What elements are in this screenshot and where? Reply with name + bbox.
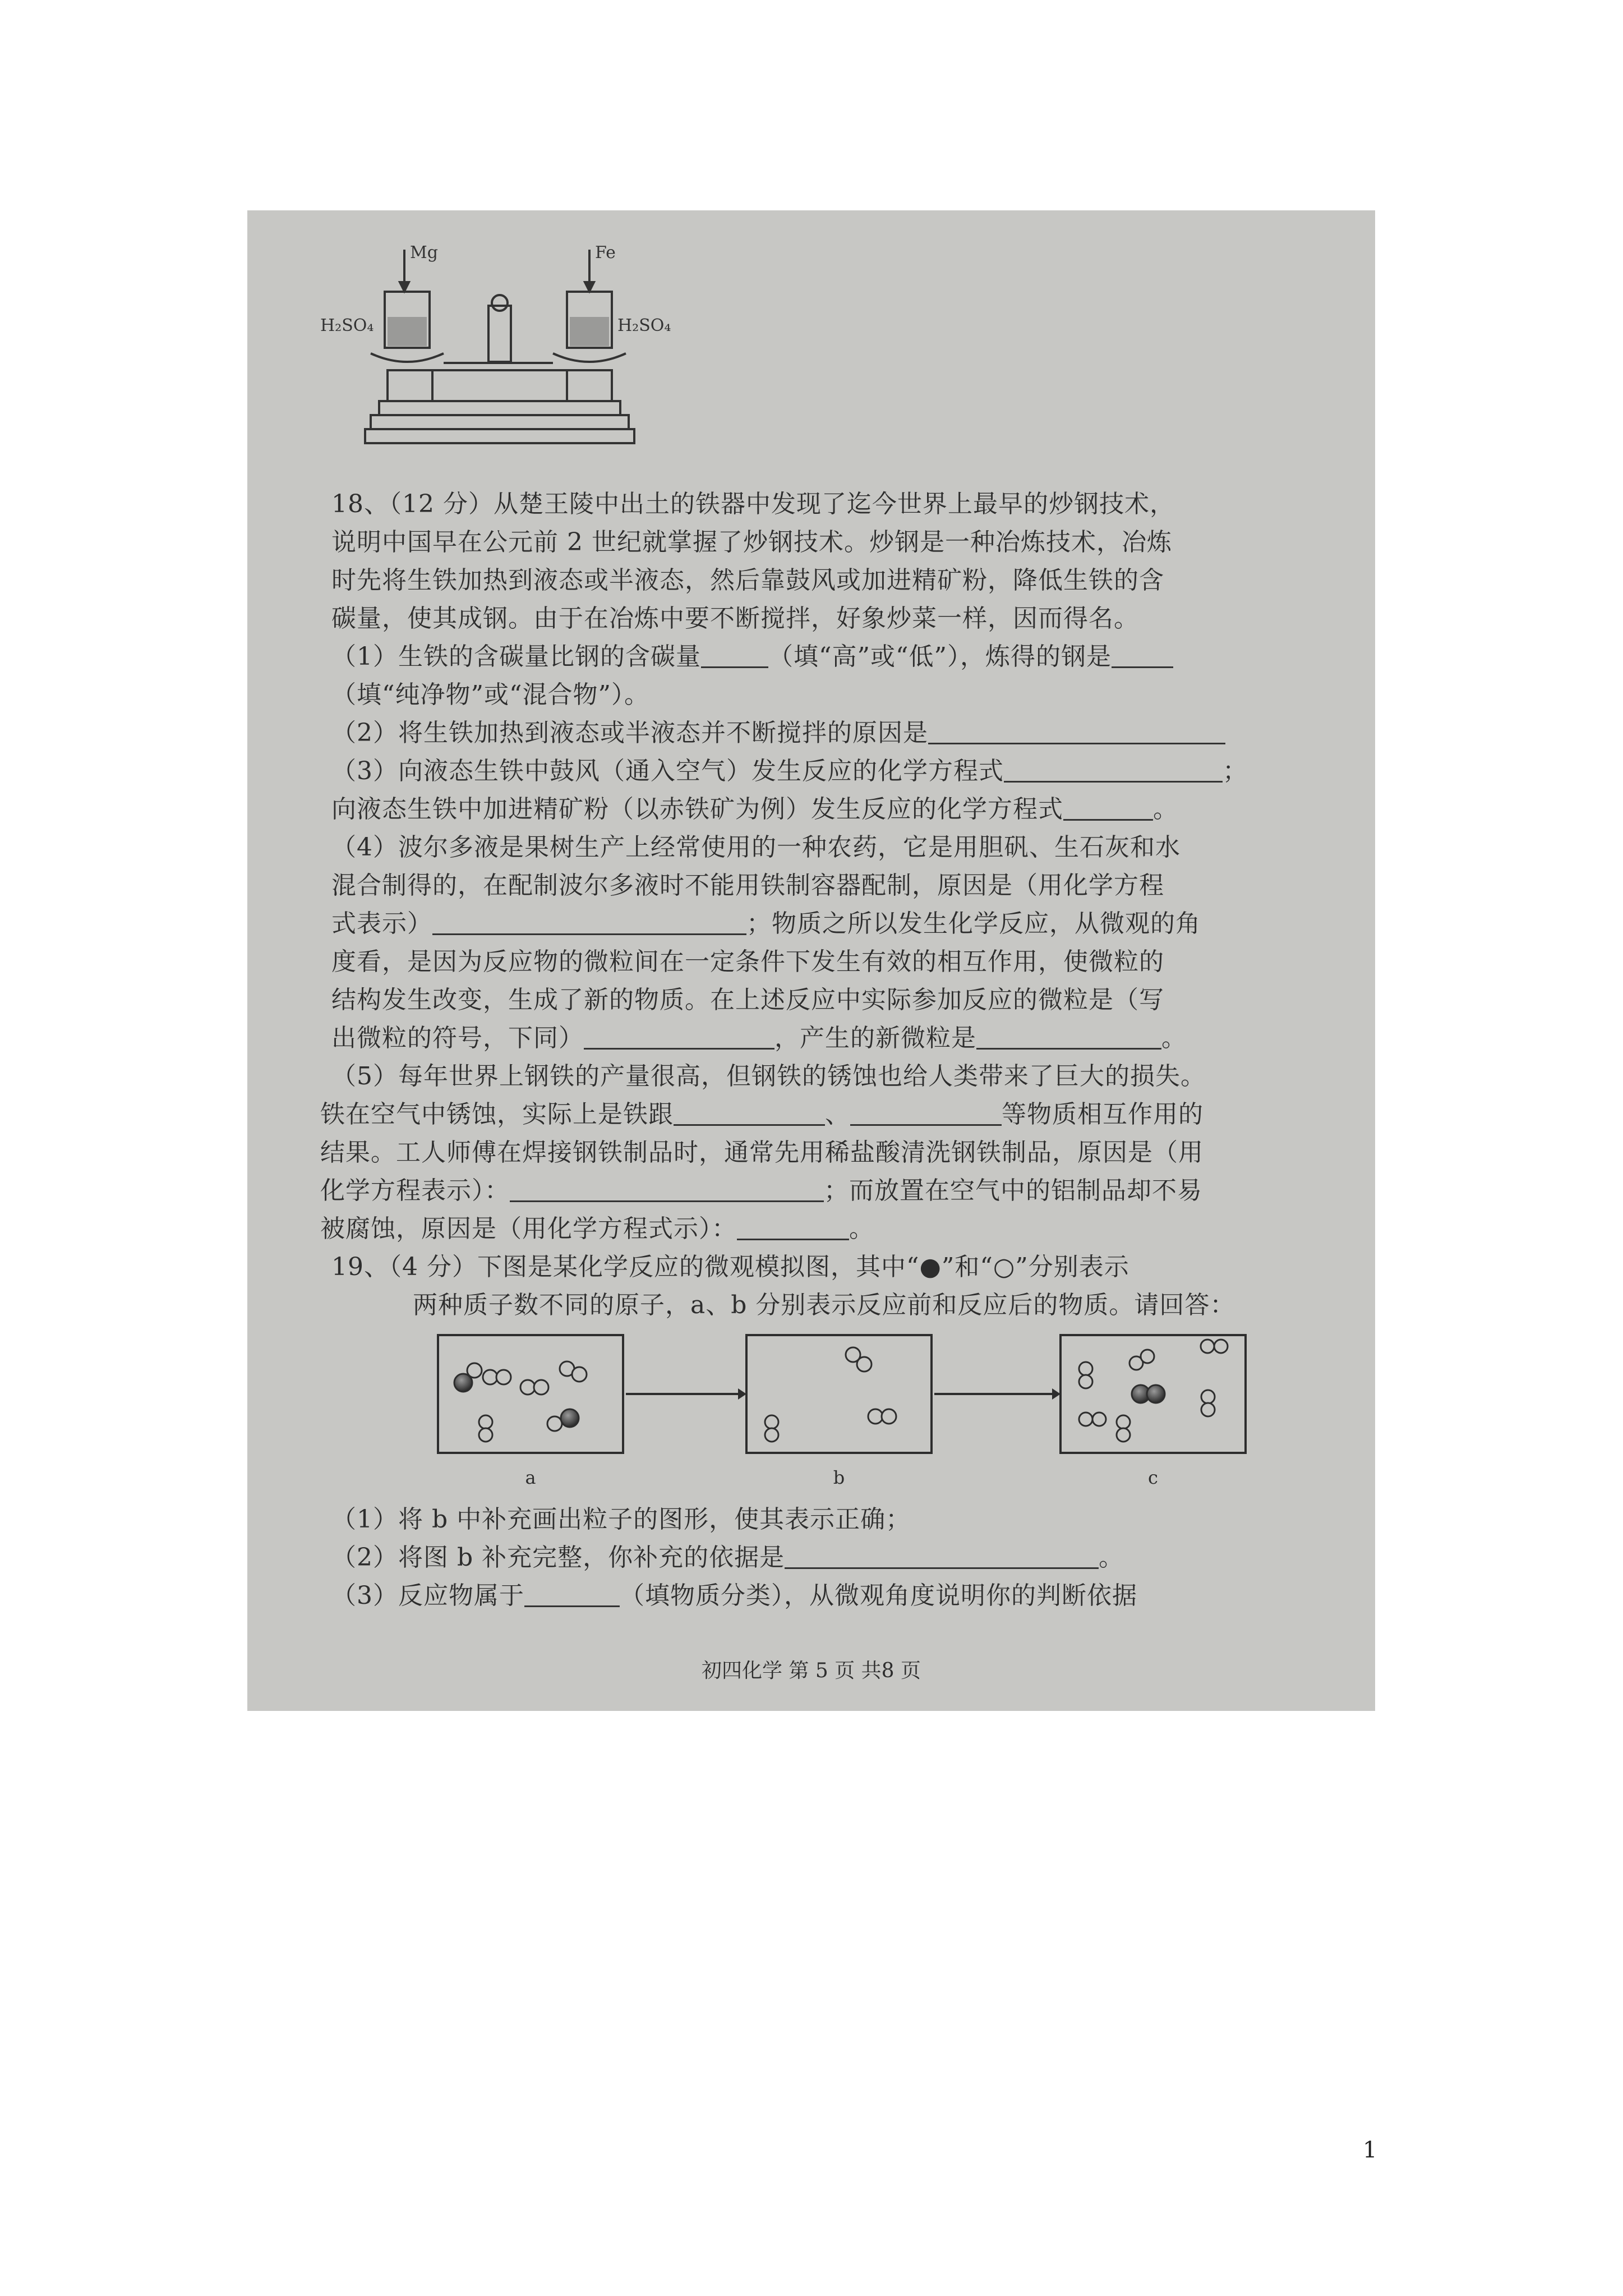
page-footer: 初四化学 第 5 页 共8 页: [701, 1659, 921, 1682]
blank-new-particles[interactable]: [976, 1023, 1161, 1050]
q18-part5-line-3: 结果。工人师傅在焊接钢铁制品时，通常先用稀盐酸清洗钢铁制品，原因是（用: [320, 1138, 1204, 1167]
q18-line-3: 时先将生铁加热到液态或半液态，然后靠鼓风或加进精矿粉，降低生铁的含: [331, 566, 1164, 595]
q18-p5-l2-text-a: 铁在空气中锈蚀，实际上是铁跟: [320, 1100, 674, 1129]
blank-reactant-class[interactable]: [524, 1581, 620, 1607]
q18-part4-line-6: [331, 1019, 1285, 1057]
q19-s2-text-b: 。: [1099, 1543, 1124, 1572]
q18-part2-line: [331, 714, 1285, 752]
blank-air-equation[interactable]: [1004, 756, 1223, 783]
q18-part5-line-1: （5）每年世界上钢铁的产量很高，但钢铁的锈蚀也给人类带来了巨大的损失。: [331, 1062, 1206, 1091]
blank-reacting-particles[interactable]: [584, 1023, 774, 1050]
blank-ore-equation[interactable]: [1063, 794, 1153, 821]
q18-p1-text-a: （1）生铁的含碳量比钢的含碳量: [331, 642, 701, 671]
q18-line-4: 碳量，使其成钢。由于在冶炼中要不断搅拌，好象炒菜一样，因而得名。: [331, 604, 1139, 633]
q18-p5-l5-text-a: 被腐蚀，原因是（用化学方程式示）：: [320, 1214, 737, 1243]
blank-carbon-compare[interactable]: [701, 642, 768, 668]
q18-part4-line-2: 混合制得的，在配制波尔多液时不能用铁制容器配制，原因是（用化学方程: [331, 871, 1164, 900]
blank-steel-type[interactable]: [1112, 642, 1173, 668]
blank-stirring-reason[interactable]: [928, 718, 1225, 744]
page-number: 1: [1363, 2137, 1377, 2163]
q18-part3-line-1: [331, 752, 1285, 790]
q18-p4-l3-text-a: 式表示）: [331, 909, 432, 938]
q18-part4-line-5: 结构发生改变，生成了新的物质。在上述反应中实际参加反应的微粒是（写: [331, 986, 1164, 1014]
arrow-b-c: [1052, 1388, 1061, 1400]
q18-p5-l4-text-a: 化学方程表示）：: [320, 1176, 510, 1205]
q18-p3a-text: （3）向液态生铁中鼓风（通入空气）发生反应的化学方程式: [331, 757, 1004, 785]
q19-sub-1: （1）将 b 中补充画出粒子的图形，使其表示正确；: [331, 1505, 911, 1534]
blank-aluminum-equation[interactable]: [737, 1214, 849, 1240]
q18-p3a-end: ；: [1223, 757, 1248, 785]
blank-hcl-equation[interactable]: [510, 1176, 824, 1202]
q19-s2-text-a: （2）将图 b 补充完整，你补充的依据是: [331, 1543, 785, 1572]
q19-line-1: 19、（4 分）下图是某化学反应的微观模拟图，其中“●”和“○”分别表示: [331, 1253, 1129, 1281]
q18-part5-line-5: [320, 1210, 1274, 1248]
blank-completion-basis[interactable]: [785, 1543, 1099, 1569]
q18-p3b-end: 。: [1153, 795, 1178, 823]
arrow-a-b: [738, 1388, 746, 1400]
q19-line-2: 两种质子数不同的原子，a、b 分别表示反应前和反应后的物质。请回答：: [413, 1291, 1235, 1319]
q18-p4-l6-text-c: 。: [1161, 1024, 1187, 1052]
q18-p4-l6-text-b: ，产生的新微粒是: [774, 1024, 976, 1052]
q19-s3-text-a: （3）反应物属于: [331, 1581, 524, 1610]
q18-part5-line-4: [320, 1172, 1274, 1210]
scanned-exam-page: [247, 210, 1375, 1711]
label-a: a: [525, 1467, 536, 1488]
q18-line-2: 说明中国早在公元前 2 世纪就掌握了炒钢技术。炒钢是一种冶炼技术，冶炼: [331, 528, 1172, 556]
q18-part4-line-3: [331, 905, 1285, 943]
q18-p3b-text: 向液态生铁中加进精矿粉（以赤铁矿为例）发生反应的化学方程式: [331, 795, 1063, 823]
blank-rust-substance-1[interactable]: [674, 1099, 825, 1126]
blank-bordeaux-equation[interactable]: [432, 909, 746, 935]
q18-p5-l2-text-c: 等物质相互作用的: [1002, 1100, 1204, 1129]
q18-part4-line-1: （4）波尔多液是果树生产上经常使用的一种农药，它是用胆矾、生石灰和水: [331, 833, 1181, 862]
fe-label: Fe: [595, 243, 616, 263]
label-b: b: [833, 1467, 845, 1488]
q18-p5-l2-text-b: 、: [825, 1100, 850, 1129]
left-acid-label: H₂SO₄: [320, 316, 374, 335]
label-c: c: [1148, 1467, 1158, 1488]
balance-figure: [320, 233, 690, 468]
blank-rust-substance-2[interactable]: [850, 1099, 1002, 1126]
q18-part1-line: [331, 638, 1285, 676]
q18-part5-line-2: [320, 1096, 1274, 1134]
q18-part1-line-2: （填“纯净物”或“混合物”）。: [331, 680, 649, 709]
q18-part4-line-4: 度看，是因为反应物的微粒间在一定条件下发生有效的相互作用，使微粒的: [331, 947, 1164, 976]
q18-p4-l3-text-b: ；物质之所以发生化学反应，从微观的角: [746, 909, 1201, 938]
q19-sub-3: [331, 1577, 1285, 1615]
q18-p5-l5-text-b: 。: [849, 1214, 874, 1243]
mg-label: Mg: [410, 243, 438, 263]
q18-part3-line-2: [331, 790, 1285, 829]
q19-sub-2: [331, 1539, 1285, 1577]
q18-p2-text: （2）将生铁加热到液态或半液态并不断搅拌的原因是: [331, 719, 928, 747]
q19-s3-text-b: （填物质分类），从微观角度说明你的判断依据: [620, 1581, 1137, 1610]
q18-p5-l4-text-b: ；而放置在空气中的铝制品却不易: [824, 1176, 1202, 1205]
q18-p4-l6-text-a: 出微粒的符号，下同）: [331, 1024, 584, 1052]
right-acid-label: H₂SO₄: [617, 316, 671, 335]
reaction-diagram: [432, 1324, 1274, 1492]
q18-p1-text-b: （填“高”或“低”），炼得的钢是: [768, 642, 1112, 671]
q18-line-1: 18、（12 分）从楚王陵中出土的铁器中发现了迄今世界上最早的炒钢技术，: [331, 490, 1175, 518]
